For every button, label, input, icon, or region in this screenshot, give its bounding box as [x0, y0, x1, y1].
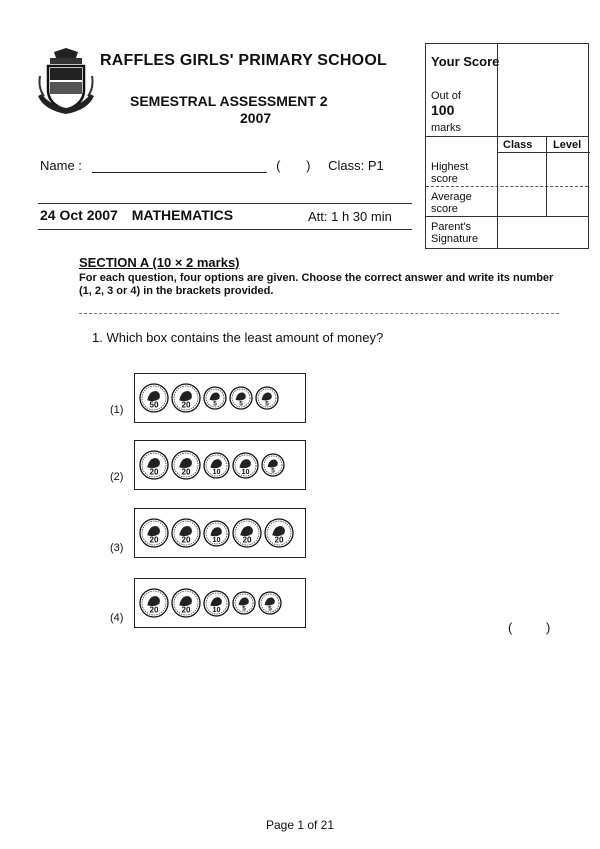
divider [79, 313, 559, 314]
svg-text:20: 20 [149, 605, 159, 615]
coin-icon [203, 520, 230, 547]
assessment-year: 2007 [240, 110, 272, 126]
svg-text:5: 5 [242, 605, 246, 613]
coin-icon [229, 386, 253, 410]
svg-text:10: 10 [212, 534, 221, 544]
your-score-label: Your Score [431, 54, 500, 69]
coin-icon [171, 588, 201, 618]
marks-label: marks [431, 122, 461, 134]
class-column-header: Class [503, 139, 533, 151]
register-number-close-paren: ) [306, 158, 311, 173]
parent-signature-label: Parent's Signature [431, 221, 479, 245]
svg-text:20: 20 [181, 535, 191, 545]
date-subject-row [40, 207, 233, 223]
page-number: Page 1 of 21 [265, 818, 335, 832]
register-number-open-paren: ( [276, 158, 281, 173]
coin-icon [203, 452, 230, 479]
svg-text:10: 10 [212, 604, 221, 614]
svg-text:20: 20 [149, 535, 159, 545]
svg-text:20: 20 [181, 400, 191, 410]
school-crest-icon [36, 46, 96, 118]
svg-text:20: 20 [274, 535, 284, 545]
name-label: Name : [40, 158, 82, 173]
total-marks: 100 [431, 102, 455, 118]
question-text: 1. Which box contains the least amount of money? [92, 330, 384, 345]
option-label-1: (1) [110, 404, 124, 416]
coin-icon [171, 450, 201, 480]
coin-icon [139, 588, 169, 618]
option-box-3[interactable] [134, 508, 306, 558]
svg-text:5: 5 [265, 400, 269, 408]
svg-text:20: 20 [242, 535, 252, 545]
svg-text:50: 50 [149, 400, 159, 410]
table-divider [426, 216, 588, 217]
svg-text:5: 5 [271, 467, 275, 475]
svg-text:5: 5 [213, 400, 217, 408]
option-box-2[interactable] [134, 440, 306, 490]
attendance-duration: Att: 1 h 30 min [308, 209, 392, 224]
coin-icon [171, 518, 201, 548]
subject: MATHEMATICS [131, 207, 234, 223]
svg-text:20: 20 [149, 467, 159, 477]
table-divider [546, 136, 547, 216]
coin-icon [139, 383, 169, 413]
table-divider [497, 44, 498, 248]
divider [38, 229, 412, 230]
option-label-2: (2) [110, 471, 124, 483]
coin-icon [258, 591, 282, 615]
coin-icon [232, 452, 259, 479]
coin-icon [139, 518, 169, 548]
coin-icon [261, 453, 285, 477]
table-divider [426, 136, 588, 137]
table-divider [426, 186, 588, 187]
coin-icon [255, 386, 279, 410]
option-box-4[interactable] [134, 578, 306, 628]
coin-icon [171, 383, 201, 413]
average-score-label: Average score [431, 191, 472, 215]
svg-text:10: 10 [241, 466, 250, 476]
table-divider [497, 152, 590, 153]
option-label-4: (4) [110, 612, 124, 624]
coin-icon [232, 591, 256, 615]
name-row [40, 158, 384, 173]
coin-icon [264, 518, 294, 548]
level-column-header: Level [553, 139, 582, 151]
svg-text:10: 10 [212, 466, 221, 476]
coin-icon [139, 450, 169, 480]
class-label: Class: P1 [328, 158, 384, 173]
exam-date: 24 Oct 2007 [40, 207, 118, 223]
coin-icon [203, 386, 227, 410]
name-field[interactable] [92, 158, 267, 173]
coin-icon [203, 590, 230, 617]
answer-bracket[interactable]: ( ) [508, 620, 551, 635]
option-label-3: (3) [110, 542, 124, 554]
highest-score-label: Highest score [431, 161, 469, 185]
section-instructions: For each question, four options are given. Choose the correct answer and write its number (1, 2, 3 or 4) in the brackets provided. [79, 272, 554, 297]
svg-text:20: 20 [181, 605, 191, 615]
out-of-label: Out of [431, 90, 461, 102]
assessment-title: SEMESTRAL ASSESSMENT 2 [130, 93, 328, 109]
svg-text:5: 5 [268, 605, 272, 613]
svg-text:5: 5 [239, 400, 243, 408]
section-title: SECTION A (10 × 2 marks) [79, 255, 240, 270]
coin-icon [232, 518, 262, 548]
svg-text:20: 20 [181, 467, 191, 477]
option-box-1[interactable] [134, 373, 306, 423]
school-name: RAFFLES GIRLS' PRIMARY SCHOOL [100, 52, 387, 69]
divider [38, 203, 412, 204]
score-table [425, 43, 589, 249]
